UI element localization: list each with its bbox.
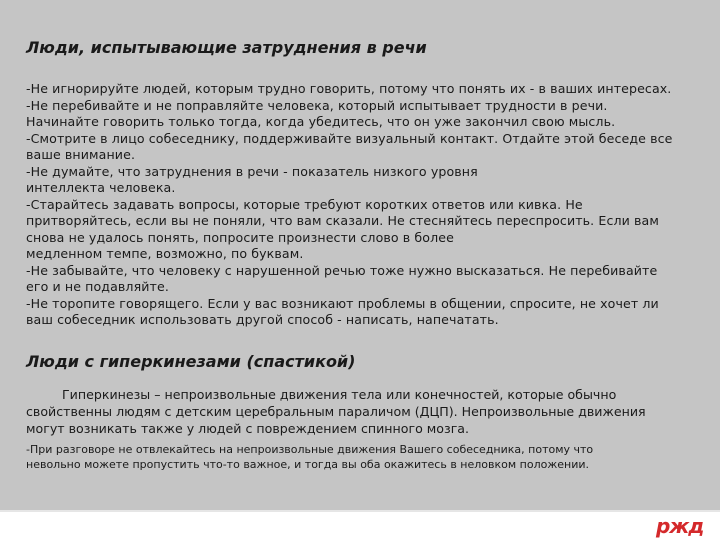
text-line: -Не забывайте, что человеку с нарушенной речью тоже нужно высказаться. Не перебивайте bbox=[26, 262, 658, 278]
text-line: -При разговоре не отвлекайтесь на непроизвольные движения Вашего собеседника, потому что bbox=[26, 443, 594, 456]
text-line: невольно можете пропустить что-то важное, и тогда вы оба окажитесь в неловком положении. bbox=[26, 458, 590, 471]
speech-guidelines bbox=[26, 81, 720, 329]
text-line: притворяйтесь, если вы не поняли, что вам сказали. Не стесняйтесь переспросить. Если вам bbox=[26, 213, 659, 228]
text-line: ваше внимание. bbox=[26, 147, 136, 162]
text-line: его и не подавляйте. bbox=[26, 279, 169, 294]
text-line: Гиперкинезы – непроизвольные движения тела или конечностей, которые обычно bbox=[62, 387, 617, 402]
text-line: -Не перебивайте и не поправляйте человека, который испытывает трудности в речи. bbox=[26, 97, 608, 113]
section-title-hyperkinesis: Люди с гиперкинезами (спастикой) bbox=[26, 352, 356, 371]
text-line: могут возникать также у людей с повреждением спинного мозга. bbox=[26, 421, 470, 436]
text-line: -Старайтесь задавать вопросы, которые требуют коротких ответов или кивка. Не bbox=[26, 196, 583, 212]
text-line: -Не торопите говорящего. Если у вас возникают проблемы в общении, спросите, не хочет ли bbox=[26, 295, 659, 311]
hyperkinesis-description bbox=[26, 386, 720, 437]
text-line: Начинайте говорить только тогда, когда убедитесь, что он уже закончил свою мысль. bbox=[26, 114, 616, 129]
text-line: свойственны людям с детским церебральным параличом (ДЦП). Непроизвольные движения bbox=[26, 404, 646, 419]
text-line: -Смотрите в лицо собеседнику, поддерживайте визуальный контакт. Отдайте этой беседе все bbox=[26, 130, 673, 146]
text-line: интеллекта человека. bbox=[26, 180, 176, 195]
section-title-speech: Люди, испытывающие затруднения в речи bbox=[26, 38, 427, 57]
text-line: медленном темпе, возможно, по буквам. bbox=[26, 246, 304, 261]
rzd-logo: ржд bbox=[656, 514, 704, 538]
text-line: -Не игнорируйте людей, которым трудно говорить, потому что понять их - в ваших интересах. bbox=[26, 81, 672, 96]
hyperkinesis-tip bbox=[26, 442, 720, 472]
text-line: снова не удалось понять, попросите произнести слово в более bbox=[26, 229, 454, 245]
footer-divider bbox=[0, 510, 720, 512]
text-line: ваш собеседник использовать другой способ - написать, напечатать. bbox=[26, 312, 499, 327]
text-line: -Не думайте, что затруднения в речи - показатель низкого уровня bbox=[26, 163, 478, 179]
